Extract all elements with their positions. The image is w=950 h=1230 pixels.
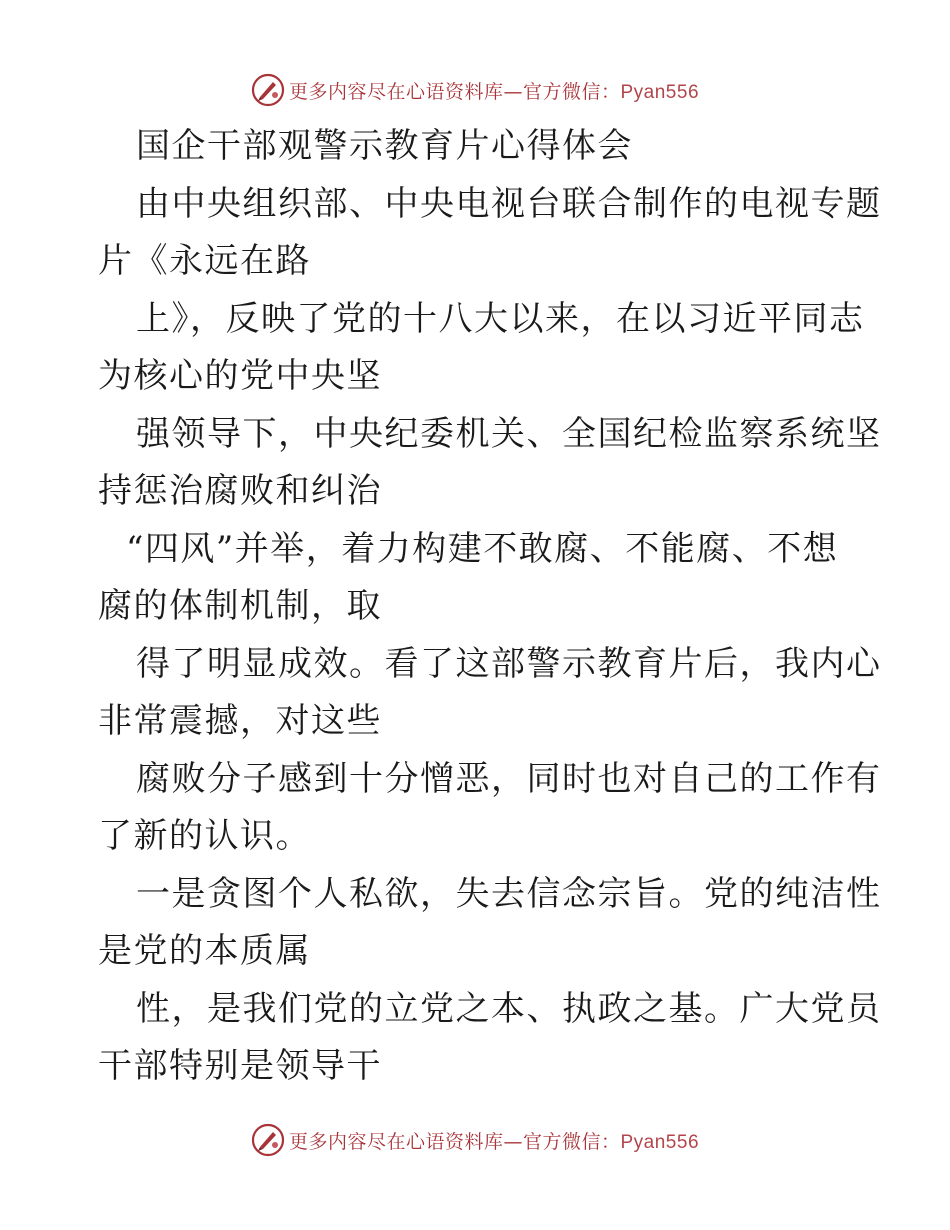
paragraph-line-16: 干部特别是领导干 [98,1046,382,1086]
document-body [98,118,882,1096]
pen-logo-icon [251,1123,285,1157]
paragraph-line-11: 腐败分子感到十分憎恶，同时也对自己的工作有 [136,758,882,799]
paragraph-line-9: 得了明显成效。看了这部警示教育片后，我内心 [136,643,882,684]
paragraph-line-3: 上》，反映了党的十八大以来，在以习近平同志 [136,298,865,339]
header-banner-label: 更多内容尽在心语资料库—官方微信： [288,80,621,103]
paragraph-line-1: 由中央组织部、中央电视台联合制作的电视专题 [136,183,882,224]
document-title: 国企干部观警示教育片心得体会 [136,126,633,166]
paragraph-line-10: 非常震撼，对这些 [98,701,382,741]
paragraph-line-13: 一是贪图个人私欲，失去信念宗旨。党的纯洁性 [136,873,882,914]
footer-wechat-handle: Pyan556 [620,1131,700,1153]
paragraph-line-6: 持惩治腐败和纠治 [98,471,382,511]
pen-logo-icon [251,73,285,107]
paragraph-line-7: “四风”并举，着力构建不敢腐、不能腐、不想 [126,528,839,569]
header-wechat-handle: Pyan556 [620,81,700,103]
paragraph-line-14: 是党的本质属 [98,931,311,971]
paragraph-line-5: 强领导下，中央纪委机关、全国纪检监察系统坚 [136,413,882,454]
header-banner [0,70,950,110]
paragraph-line-12: 了新的认识。 [98,816,311,856]
footer-banner-text [289,1127,699,1154]
paragraph-line-15: 性，是我们党的立党之本、执政之基。广大党员 [136,988,882,1029]
paragraph-line-4: 为核心的党中央坚 [98,356,382,396]
paragraph-line-8: 腐的体制机制，取 [98,586,382,626]
header-banner-text [289,77,699,104]
footer-banner-label: 更多内容尽在心语资料库—官方微信： [288,1130,621,1153]
footer-banner [0,1120,950,1160]
paragraph-line-2: 片《永远在路 [98,241,311,281]
